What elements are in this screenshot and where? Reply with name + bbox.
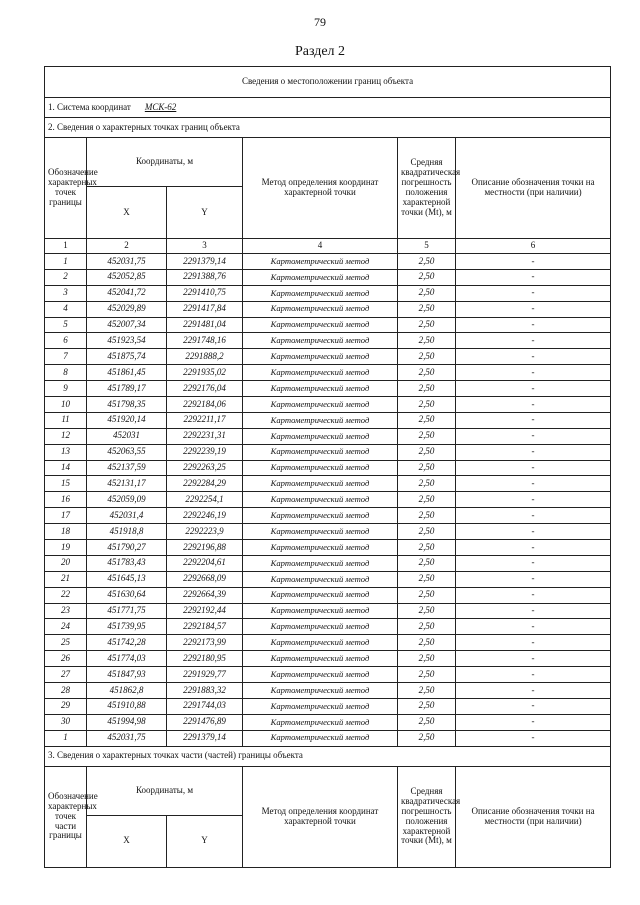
cell-coord-x: 451783,43 bbox=[87, 555, 167, 571]
table-row bbox=[45, 444, 611, 460]
cell-description: - bbox=[456, 540, 611, 556]
cell-accuracy: 2,50 bbox=[398, 619, 456, 635]
cell-description: - bbox=[456, 397, 611, 413]
cell-point-number: 27 bbox=[45, 667, 87, 683]
table-row bbox=[45, 333, 611, 349]
table-row bbox=[45, 254, 611, 270]
cell-method: Картометрический метод bbox=[243, 428, 398, 444]
cell-coord-x: 451862,8 bbox=[87, 683, 167, 699]
cell-accuracy: 2,50 bbox=[398, 460, 456, 476]
parts-header-y: Y bbox=[167, 816, 243, 868]
table-row bbox=[45, 381, 611, 397]
cell-coord-y: 2292184,57 bbox=[167, 619, 243, 635]
table-row bbox=[45, 714, 611, 730]
cell-coord-x: 452131,17 bbox=[87, 476, 167, 492]
cell-method: Картометрический метод bbox=[243, 269, 398, 285]
table-row bbox=[45, 460, 611, 476]
cell-coord-y: 2292173,99 bbox=[167, 635, 243, 651]
cell-coord-y: 2291935,02 bbox=[167, 365, 243, 381]
cell-description: - bbox=[456, 460, 611, 476]
column-numbers-row bbox=[45, 239, 611, 254]
cell-accuracy: 2,50 bbox=[398, 730, 456, 746]
table-title: Сведения о местоположении границ объекта bbox=[45, 67, 611, 98]
cell-method: Картометрический метод bbox=[243, 619, 398, 635]
cell-description: - bbox=[456, 317, 611, 333]
cell-accuracy: 2,50 bbox=[398, 317, 456, 333]
header-coordinates: Координаты, м bbox=[87, 138, 243, 187]
header-row-top bbox=[45, 138, 611, 187]
cell-coord-y: 2291388,76 bbox=[167, 269, 243, 285]
cell-description: - bbox=[456, 508, 611, 524]
table-row bbox=[45, 412, 611, 428]
cell-point-number: 12 bbox=[45, 428, 87, 444]
cell-method: Картометрический метод bbox=[243, 381, 398, 397]
cell-description: - bbox=[456, 365, 611, 381]
cell-point-number: 2 bbox=[45, 269, 87, 285]
cell-point-number: 1 bbox=[45, 254, 87, 270]
cell-method: Картометрический метод bbox=[243, 651, 398, 667]
cell-accuracy: 2,50 bbox=[398, 635, 456, 651]
header-method: Метод определения координат характерной точки bbox=[243, 138, 398, 239]
cell-accuracy: 2,50 bbox=[398, 301, 456, 317]
cell-point-number: 18 bbox=[45, 524, 87, 540]
cell-method: Картометрический метод bbox=[243, 444, 398, 460]
cell-point-number: 16 bbox=[45, 492, 87, 508]
cell-coord-y: 2291883,32 bbox=[167, 683, 243, 699]
cell-method: Картометрический метод bbox=[243, 603, 398, 619]
cell-accuracy: 2,50 bbox=[398, 651, 456, 667]
table-row bbox=[45, 428, 611, 444]
col-number: 4 bbox=[243, 239, 398, 254]
cell-coord-y: 2292176,04 bbox=[167, 381, 243, 397]
cell-coord-x: 452031,75 bbox=[87, 254, 167, 270]
cell-coord-y: 2292664,39 bbox=[167, 587, 243, 603]
cell-method: Картометрический метод bbox=[243, 285, 398, 301]
cell-coord-y: 2291748,16 bbox=[167, 333, 243, 349]
cell-description: - bbox=[456, 444, 611, 460]
cell-description: - bbox=[456, 587, 611, 603]
cell-coord-x: 451923,54 bbox=[87, 333, 167, 349]
cell-accuracy: 2,50 bbox=[398, 508, 456, 524]
cell-accuracy: 2,50 bbox=[398, 524, 456, 540]
cell-coord-x: 451798,35 bbox=[87, 397, 167, 413]
cell-coord-x: 452031,4 bbox=[87, 508, 167, 524]
cell-description: - bbox=[456, 524, 611, 540]
cell-coord-x: 451739,95 bbox=[87, 619, 167, 635]
cell-method: Картометрический метод bbox=[243, 555, 398, 571]
cell-description: - bbox=[456, 381, 611, 397]
cell-method: Картометрический метод bbox=[243, 476, 398, 492]
table-row bbox=[45, 571, 611, 587]
cell-point-number: 22 bbox=[45, 587, 87, 603]
parts-header-coordinates: Координаты, м bbox=[87, 766, 243, 815]
cell-method: Картометрический метод bbox=[243, 540, 398, 556]
cell-coord-y: 2292231,31 bbox=[167, 428, 243, 444]
cell-accuracy: 2,50 bbox=[398, 381, 456, 397]
cell-coord-y: 2291888,2 bbox=[167, 349, 243, 365]
cell-point-number: 17 bbox=[45, 508, 87, 524]
cell-point-number: 15 bbox=[45, 476, 87, 492]
cell-coord-x: 452029,89 bbox=[87, 301, 167, 317]
table-row bbox=[45, 476, 611, 492]
table-row bbox=[45, 301, 611, 317]
cell-method: Картометрический метод bbox=[243, 397, 398, 413]
cell-method: Картометрический метод bbox=[243, 730, 398, 746]
cell-method: Картометрический метод bbox=[243, 333, 398, 349]
cell-description: - bbox=[456, 555, 611, 571]
cell-description: - bbox=[456, 476, 611, 492]
cell-point-number: 9 bbox=[45, 381, 87, 397]
cell-coord-x: 451847,93 bbox=[87, 667, 167, 683]
cell-point-number: 6 bbox=[45, 333, 87, 349]
cell-accuracy: 2,50 bbox=[398, 428, 456, 444]
cell-method: Картометрический метод bbox=[243, 365, 398, 381]
table-row bbox=[45, 555, 611, 571]
cell-description: - bbox=[456, 428, 611, 444]
cell-method: Картометрический метод bbox=[243, 683, 398, 699]
cell-accuracy: 2,50 bbox=[398, 397, 456, 413]
table-title-row bbox=[45, 67, 611, 98]
cell-description: - bbox=[456, 603, 611, 619]
cell-coord-x: 451774,03 bbox=[87, 651, 167, 667]
cell-coord-x: 452007,34 bbox=[87, 317, 167, 333]
cell-coord-y: 2291744,03 bbox=[167, 698, 243, 714]
points-heading-row bbox=[45, 118, 611, 138]
cell-description: - bbox=[456, 349, 611, 365]
cell-point-number: 19 bbox=[45, 540, 87, 556]
cell-coord-y: 2292668,09 bbox=[167, 571, 243, 587]
cell-description: - bbox=[456, 269, 611, 285]
cell-point-number: 14 bbox=[45, 460, 87, 476]
cell-point-number: 20 bbox=[45, 555, 87, 571]
cell-description: - bbox=[456, 333, 611, 349]
cell-coord-y: 2292211,17 bbox=[167, 412, 243, 428]
cell-description: - bbox=[456, 301, 611, 317]
cell-accuracy: 2,50 bbox=[398, 349, 456, 365]
cell-method: Картометрический метод bbox=[243, 508, 398, 524]
section-title: Раздел 2 bbox=[294, 44, 346, 59]
cell-coord-x: 451645,13 bbox=[87, 571, 167, 587]
cell-coord-y: 2291417,84 bbox=[167, 301, 243, 317]
cell-coord-y: 2291379,14 bbox=[167, 254, 243, 270]
cell-coord-x: 451742,28 bbox=[87, 635, 167, 651]
cell-coord-x: 451771,75 bbox=[87, 603, 167, 619]
table-row bbox=[45, 603, 611, 619]
cell-description: - bbox=[456, 619, 611, 635]
cell-accuracy: 2,50 bbox=[398, 587, 456, 603]
header-y: Y bbox=[167, 187, 243, 239]
boundaries-table bbox=[44, 66, 611, 868]
cell-coord-y: 2292192,44 bbox=[167, 603, 243, 619]
cell-description: - bbox=[456, 254, 611, 270]
cell-coord-y: 2291410,75 bbox=[167, 285, 243, 301]
cell-coord-x: 451994,98 bbox=[87, 714, 167, 730]
cell-point-number: 10 bbox=[45, 397, 87, 413]
cell-coord-x: 451790,27 bbox=[87, 540, 167, 556]
cell-accuracy: 2,50 bbox=[398, 285, 456, 301]
cell-method: Картометрический метод bbox=[243, 412, 398, 428]
col-number: 1 bbox=[45, 239, 87, 254]
cell-point-number: 3 bbox=[45, 285, 87, 301]
cell-method: Картометрический метод bbox=[243, 492, 398, 508]
cell-coord-y: 2292254,1 bbox=[167, 492, 243, 508]
cell-coord-x: 451920,14 bbox=[87, 412, 167, 428]
cell-coord-x: 452063,55 bbox=[87, 444, 167, 460]
cell-description: - bbox=[456, 667, 611, 683]
cell-point-number: 8 bbox=[45, 365, 87, 381]
cell-accuracy: 2,50 bbox=[398, 603, 456, 619]
cell-method: Картометрический метод bbox=[243, 698, 398, 714]
cell-point-number: 26 bbox=[45, 651, 87, 667]
cell-coord-x: 451630,64 bbox=[87, 587, 167, 603]
parts-header-point-designation: Обозначение характерных точек части границы bbox=[45, 766, 87, 867]
cell-point-number: 24 bbox=[45, 619, 87, 635]
cell-method: Картометрический метод bbox=[243, 301, 398, 317]
cell-coord-x: 452059,09 bbox=[87, 492, 167, 508]
cell-point-number: 13 bbox=[45, 444, 87, 460]
header-x: X bbox=[87, 187, 167, 239]
cell-coord-x: 451861,45 bbox=[87, 365, 167, 381]
cell-description: - bbox=[456, 714, 611, 730]
cell-method: Картометрический метод bbox=[243, 587, 398, 603]
cell-accuracy: 2,50 bbox=[398, 571, 456, 587]
header-point-designation: Обозначение характерных точек границы bbox=[45, 138, 87, 239]
cell-description: - bbox=[456, 651, 611, 667]
cell-coord-x: 451910,88 bbox=[87, 698, 167, 714]
cell-coord-x: 452052,85 bbox=[87, 269, 167, 285]
col-number: 3 bbox=[167, 239, 243, 254]
header-description: Описание обозначения точки на местности (при наличии) bbox=[456, 138, 611, 239]
cell-accuracy: 2,50 bbox=[398, 444, 456, 460]
cell-coord-x: 452031,75 bbox=[87, 730, 167, 746]
cell-accuracy: 2,50 bbox=[398, 667, 456, 683]
cell-description: - bbox=[456, 492, 611, 508]
table-row bbox=[45, 365, 611, 381]
table-row bbox=[45, 492, 611, 508]
cell-accuracy: 2,50 bbox=[398, 714, 456, 730]
cell-method: Картометрический метод bbox=[243, 254, 398, 270]
cell-coord-y: 2292223,9 bbox=[167, 524, 243, 540]
col-number: 6 bbox=[456, 239, 611, 254]
cell-point-number: 28 bbox=[45, 683, 87, 699]
parts-header-accuracy: Средняя квадратическая погрешность положения характерной точки (Мt), м bbox=[398, 766, 456, 867]
cell-description: - bbox=[456, 412, 611, 428]
table-row bbox=[45, 317, 611, 333]
table-row bbox=[45, 698, 611, 714]
table-row bbox=[45, 651, 611, 667]
table-row bbox=[45, 508, 611, 524]
cell-coord-x: 451918,8 bbox=[87, 524, 167, 540]
parts-header-row-top bbox=[45, 766, 611, 815]
col-number: 5 bbox=[398, 239, 456, 254]
cell-point-number: 23 bbox=[45, 603, 87, 619]
cell-coord-y: 2292239,19 bbox=[167, 444, 243, 460]
cell-coord-y: 2291476,89 bbox=[167, 714, 243, 730]
cell-coord-y: 2292180,95 bbox=[167, 651, 243, 667]
cell-point-number: 7 bbox=[45, 349, 87, 365]
cell-coord-y: 2292184,06 bbox=[167, 397, 243, 413]
table-row bbox=[45, 683, 611, 699]
table-row bbox=[45, 635, 611, 651]
page-number: 79 bbox=[314, 15, 326, 29]
cell-description: - bbox=[456, 635, 611, 651]
parts-heading-row bbox=[45, 746, 611, 766]
cell-point-number: 29 bbox=[45, 698, 87, 714]
cell-method: Картометрический метод bbox=[243, 460, 398, 476]
cell-description: - bbox=[456, 698, 611, 714]
cell-accuracy: 2,50 bbox=[398, 698, 456, 714]
cell-coord-y: 2291929,77 bbox=[167, 667, 243, 683]
cell-description: - bbox=[456, 683, 611, 699]
parts-header-x: X bbox=[87, 816, 167, 868]
cell-accuracy: 2,50 bbox=[398, 476, 456, 492]
cell-accuracy: 2,50 bbox=[398, 269, 456, 285]
cell-method: Картометрический метод bbox=[243, 524, 398, 540]
table-row bbox=[45, 730, 611, 746]
table-row bbox=[45, 619, 611, 635]
cell-method: Картометрический метод bbox=[243, 667, 398, 683]
table-row bbox=[45, 540, 611, 556]
table-row bbox=[45, 269, 611, 285]
cell-accuracy: 2,50 bbox=[398, 333, 456, 349]
cell-point-number: 25 bbox=[45, 635, 87, 651]
cell-coord-y: 2292284,29 bbox=[167, 476, 243, 492]
system-row bbox=[45, 98, 611, 118]
cell-accuracy: 2,50 bbox=[398, 540, 456, 556]
cell-accuracy: 2,50 bbox=[398, 555, 456, 571]
parts-header-description: Описание обозначения точки на местности (при наличии) bbox=[456, 766, 611, 867]
cell-coord-y: 2292196,88 bbox=[167, 540, 243, 556]
cell-accuracy: 2,50 bbox=[398, 365, 456, 381]
cell-accuracy: 2,50 bbox=[398, 683, 456, 699]
cell-description: - bbox=[456, 285, 611, 301]
points-heading: 2. Сведения о характерных точках границ объекта bbox=[45, 118, 611, 138]
parts-heading: 3. Сведения о характерных точках части (частей) границы объекта bbox=[45, 746, 611, 766]
cell-point-number: 30 bbox=[45, 714, 87, 730]
table-row bbox=[45, 667, 611, 683]
cell-accuracy: 2,50 bbox=[398, 412, 456, 428]
cell-coord-x: 452137,59 bbox=[87, 460, 167, 476]
table-row bbox=[45, 397, 611, 413]
cell-coord-y: 2291481,04 bbox=[167, 317, 243, 333]
cell-description: - bbox=[456, 571, 611, 587]
cell-coord-y: 2292246,19 bbox=[167, 508, 243, 524]
table-row bbox=[45, 285, 611, 301]
cell-method: Картометрический метод bbox=[243, 349, 398, 365]
col-number: 2 bbox=[87, 239, 167, 254]
cell-coord-x: 451875,74 bbox=[87, 349, 167, 365]
cell-description: - bbox=[456, 730, 611, 746]
system-label: 1. Система координат bbox=[48, 101, 131, 112]
header-accuracy: Средняя квадратическая погрешность положения характерной точки (Мt), м bbox=[398, 138, 456, 239]
cell-accuracy: 2,50 bbox=[398, 492, 456, 508]
cell-coord-x: 451789,17 bbox=[87, 381, 167, 397]
cell-point-number: 1 bbox=[45, 730, 87, 746]
cell-method: Картометрический метод bbox=[243, 714, 398, 730]
cell-method: Картометрический метод bbox=[243, 317, 398, 333]
table-row bbox=[45, 349, 611, 365]
cell-point-number: 5 bbox=[45, 317, 87, 333]
table-row bbox=[45, 587, 611, 603]
cell-point-number: 4 bbox=[45, 301, 87, 317]
cell-coord-x: 452031 bbox=[87, 428, 167, 444]
parts-header-method: Метод определения координат характерной точки bbox=[243, 766, 398, 867]
cell-coord-x: 452041,72 bbox=[87, 285, 167, 301]
system-value: МСК-62 bbox=[144, 101, 177, 112]
cell-method: Картометрический метод bbox=[243, 571, 398, 587]
table-row bbox=[45, 524, 611, 540]
cell-point-number: 21 bbox=[45, 571, 87, 587]
cell-coord-y: 2292263,25 bbox=[167, 460, 243, 476]
cell-method: Картометрический метод bbox=[243, 635, 398, 651]
cell-coord-y: 2292204,61 bbox=[167, 555, 243, 571]
cell-coord-y: 2291379,14 bbox=[167, 730, 243, 746]
cell-accuracy: 2,50 bbox=[398, 254, 456, 270]
cell-point-number: 11 bbox=[45, 412, 87, 428]
